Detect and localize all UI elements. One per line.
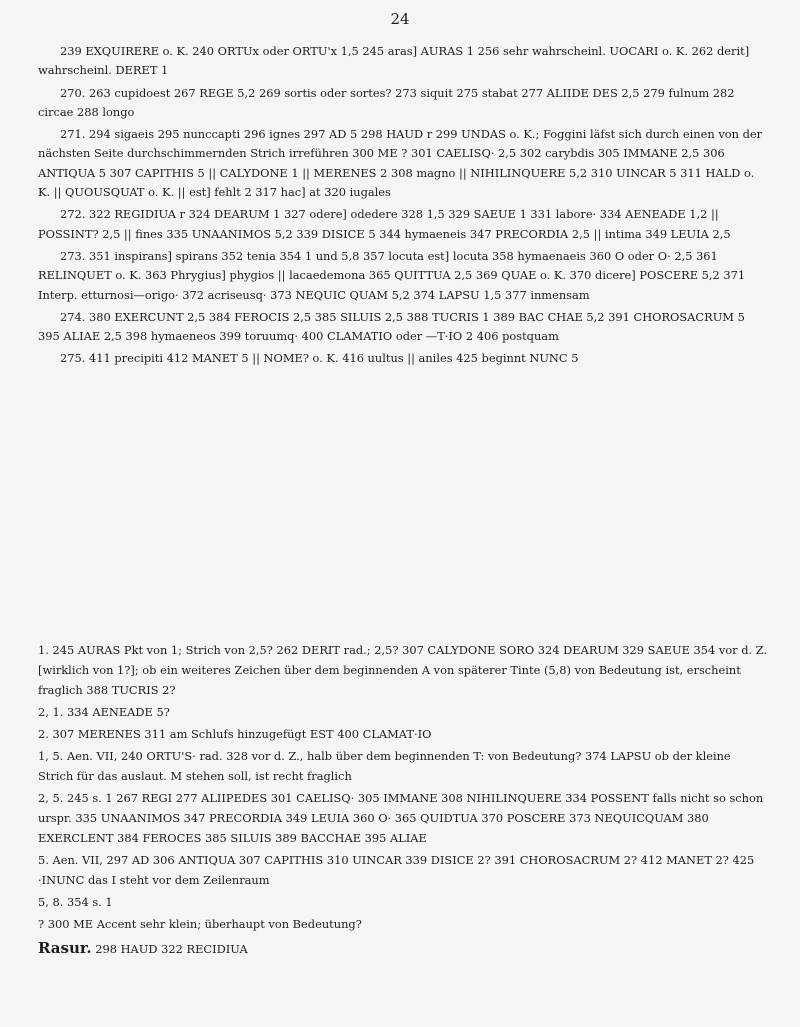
hand-notes <box>38 640 768 961</box>
note-paragraph: 1. 245 AURAS Pkt von 1; Strich von 2,5? 262 DERIT rad.; 2,5? 307 CALYDONE SORO 324 DEARUM 329 SAEUE 354 vor d. Z. [wirklich von 1?]; ob ein weiteres Zeichen über dem beginnenden A von späterer Tinte (5,8) von Bedeutung ist, erscheint fraglich 388 TUCRIS 2? <box>38 643 768 697</box>
note-paragraph: 2, 1. 334 AENEADE 5? <box>38 705 170 719</box>
note-paragraph: 2, 5. 245 s. 1 267 REGI 277 ALIIPEDES 301 CAELISQ· 305 IMMANE 308 NIHILINQUERE 334 POSSENT falls nicht so schon urspr. 335 UNAANIMOS 347 PRECORDIA 349 LEUIA 360 O· 365 QUIDTUA 370 POSCERE 373 NEQUICQUAM 380 EXERCLENT 384 FEROCES 385 SILUIS 389 BACCHAE 395 ALIAE <box>38 791 764 845</box>
rasur-text: 298 HAUD 322 RECIDIUA <box>95 942 248 956</box>
apparatus-paragraph: 270. 263 cupidoest 267 REGE 5,2 269 sortis oder sortes? 273 siquit 275 stabat 277 ALIIDE DES 2,5 279 fulnum 282 circae 288 longo <box>38 85 735 119</box>
apparatus-paragraph: 273. 351 inspirans] spirans 352 tenia 354 1 und 5,8 357 locuta est] locuta 358 hymaenaeis 360 O oder O· 2,5 361 RELINQUET o. K. 363 Phrygius] phygios || lacaedemona 365 QUITTUA 2,5 369 QUAE o. K. 370 dicere] POSCERE 5,2 371 Interp. etturnosi—origo· 372 acriseusq· 373 NEQUIC QUAM 5,2 374 LAPSU 1,5 377 inmensam <box>38 248 746 302</box>
page-number: 24 <box>390 10 410 28</box>
note-paragraph: 1, 5. Aen. VII, 240 ORTU'S· rad. 328 vor d. Z., halb über dem beginnenden T: von Bedeutung? 374 LAPSU ob der kleine Strich für das auslaut. M stehen soll, ist recht fraglich <box>38 749 731 783</box>
apparatus-paragraph: 271. 294 sigaeis 295 nunccapti 296 ignes 297 AD 5 298 HAUD r 299 UNDAS o. K.; Foggini läfst sich durch einen von der nächsten Seite durchschimmernden Strich irreführen 300 ME ? 301 CAELISQ· 2,5 302 carybdis 305 IMMANE 2,5 306 ANTIQUA 5 307 CAPITHIS 5 || CALYDONE 1 || MERENES 2 308 magno || NIHILINQUERE 5,2 310 UINCAR 5 311 HALD o. K. || QUOUSQUAT o. K. || est] fehlt 2 317 hac] at 320 iugales <box>38 127 763 200</box>
critical-apparatus <box>38 42 768 372</box>
note-paragraph: ? 300 ME Accent sehr klein; überhaupt von Bedeutung? <box>38 917 362 931</box>
apparatus-paragraph: 275. 411 precipiti 412 MANET 5 || NOME? o. K. 416 uultus || aniles 425 beginnt NUNC 5 <box>60 351 579 366</box>
note-paragraph: 2. 307 MERENES 311 am Schlufs hinzugefügt EST 400 CLAMAT·IO <box>38 727 432 741</box>
apparatus-paragraph: 239 EXQUIRERE o. K. 240 ORTUx oder ORTU'x 1,5 245 aras] AURAS 1 256 sehr wahrscheinl. UOCARI o. K. 262 derit] wahrscheinl. DERET 1 <box>38 44 750 78</box>
note-paragraph: 5. Aen. VII, 297 AD 306 ANTIQUA 307 CAPITHIS 310 UINCAR 339 DISICE 2? 391 CHOROSACRUM 2? 412 MANET 2? 425 ·INUNC das I steht vor dem Zeilenraum <box>38 853 755 887</box>
apparatus-paragraph: 272. 322 REGIDIUA r 324 DEARUM 1 327 odere] odedere 328 1,5 329 SAEUE 1 331 labore· 334 AENEADE 1,2 || POSSINT? 2,5 || fines 335 UNAANIMOS 5,2 339 DISICE 5 344 hymaeneis 347 PRECORDIA 2,5 || intima 349 LEUIA 2,5 <box>38 207 731 241</box>
apparatus-paragraph: 274. 380 EXERCUNT 2,5 384 FEROCIS 2,5 385 SILUIS 2,5 388 TUCRIS 1 389 BAC CHAE 5,2 391 CHOROSACRUM 5 395 ALIAE 2,5 398 hymaeneos 399 toruumq· 400 CLAMATIO oder —T·IO 2 406 postquam <box>38 309 745 344</box>
rasur-line <box>38 938 768 959</box>
rasur-label: Rasur. <box>38 939 92 957</box>
note-paragraph: 5, 8. 354 s. 1 <box>38 895 113 909</box>
